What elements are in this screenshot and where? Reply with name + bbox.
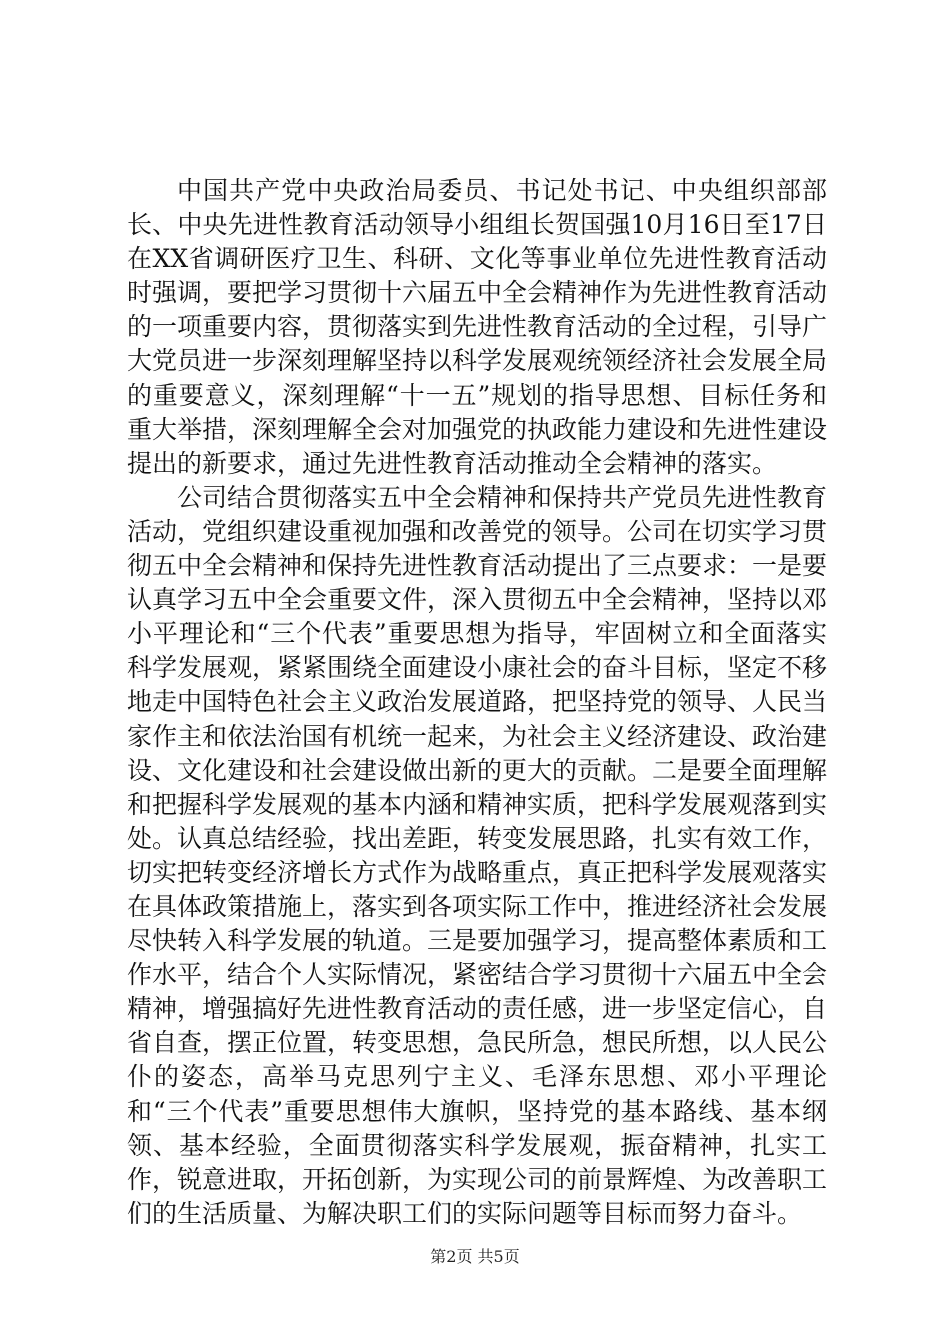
page-footer: 第2页 共5页 bbox=[430, 1247, 520, 1266]
paragraph-2: 公司结合贯彻落实五中全会精神和保持共产党员先进性教育活动，党组织建设重视加强和改善党的领导。公司在切实学习贯彻五中全会精神和保持先进性教育活动提出了三点要求：一是要认真学习五中全会重要文件，深入贯彻五中全会精神，坚持以邓小平理论和“三个代表”重要思想为指导，牢固树立和全面落实科学发展观，紧紧围绕全面建设小康社会的奋斗目标，坚定不移地走中国特色社会主义政治发展道路，把坚持党的领导、人民当家作主和依法治国有机统一起来，为社会主义经济建设、政治建设、文化建设和社会建设做出新的更大的贡献。二是要全面理解和把握科学发展观的基本内涵和精神实质，把科学发展观落到实处。认真总结经验，找出差距，转变发展思路，扎实有效工作，切实把转变经济增长方式作为战略重点，真正把科学发展观落实在具体政策措施上，落实到各项实际工作中，推进经济社会发展尽快转入科学发展的轨道。三是要加强学习，提高整体素质和工作水平，结合个人实际情况，紧密结合学习贯彻十六届五中全会精神，增强搞好先进性教育活动的责任感，进一步坚定信心，自省自查，摆正位置，转变思想，急民所急，想民所想，以人民公仆的姿态，高举马克思列宁主义、毛泽东思想、邓小平理论和“三个代表”重要思想伟大旗帜，坚持党的基本路线、基本纲领、基本经验，全面贯彻落实科学发展观，振奋精神，扎实工作，锐意进取，开拓创新，为实现公司的前景辉煌、为改善职工们的生活质量、为解决职工们的实际问题等目标而努力奋斗。 bbox=[127, 482, 828, 1228]
document-body bbox=[127, 174, 827, 1231]
paragraph-1: 中国共产党中央政治局委员、书记处书记、中央组织部部长、中央先进性教育活动领导小组组长贺国强10月16日至17日在XX省调研医疗卫生、科研、文化等事业单位先进性教育活动时强调，要把学习贯彻十六届五中全会精神作为先进性教育活动的一项重要内容，贯彻落实到先进性教育活动的全过程，引导广大党员进一步深刻理解坚持以科学发展观统领经济社会发展全局的重要意义，深刻理解“十一五”规划的指导思想、目标任务和重大举措，深刻理解全会对加强党的执政能力建设和先进性建设提出的新要求，通过先进性教育活动推动全会精神的落实。 bbox=[127, 176, 828, 478]
